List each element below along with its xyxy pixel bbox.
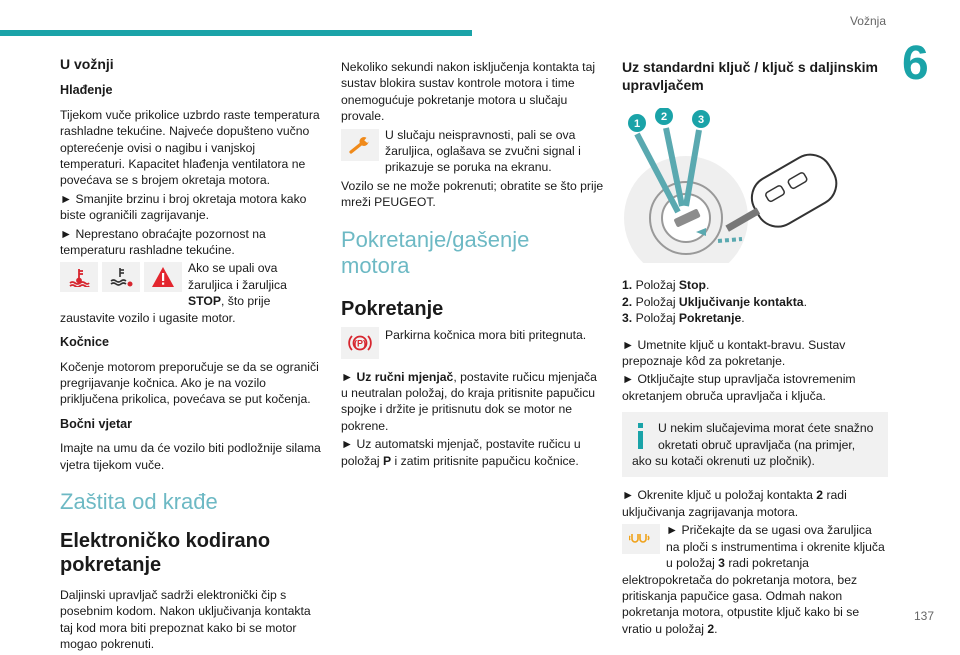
key-position-2: 2. Položaj Uključivanje kontakta.	[622, 294, 807, 309]
automatic-gearbox-text: ► Uz automatski mjenjač, postavite ručicu u položaj P i zatim pritisnite papučicu kočnice.	[341, 437, 581, 468]
immobiliser-text: Daljinski upravljač sadrži elektronički čip s posebnim kodom. Nakon uključivanja kontakta taj kod mora biti prepoznat kako bi se motor mogao pokrenuti.	[60, 587, 311, 652]
callout-1	[628, 114, 646, 132]
parking-brake-block	[341, 327, 606, 361]
parking-brake-text: Parkirna kočnica mora biti pritegnuta.	[385, 327, 587, 342]
immobiliser-text-2: Nekoliko sekundi nakon isključenja kontakta taj sustav blokira sustav kontrole motora i time onemogućuje pokretanje motora u slučaju provale.	[341, 60, 596, 124]
warning-icons	[60, 262, 182, 292]
column-1	[60, 56, 322, 655]
heading-theft-protection: Zaštita od krađe	[60, 488, 218, 514]
svg-text:1: 1	[633, 118, 641, 130]
cooling-text: Tijekom vuče prikolice uzbrdo raste temperatura rashladne tekućine. Najveće dopušteno vučno opterećenje ovisi o nagibu i vanjskoj temperaturi. Kapacitet hlađenja ventilatora ne povećava se s brojem okretaja motora.	[60, 107, 320, 188]
coolant-temperature-icon	[60, 262, 98, 292]
turn-key-text: ► Okrenite ključ u položaj kontakta 2 radi uključivanja zagrijavanja motora.	[622, 488, 847, 519]
section-label: Vožnja	[849, 14, 886, 28]
fault-text: U slučaju neispravnosti, pali se ova žaruljica, oglašava se zvučni signal i prikazuje se poruka na ekranu.	[385, 127, 581, 175]
fault-block	[341, 127, 606, 178]
warning-text-post: , što prije zaustavite vozilo i ugasite motor.	[60, 294, 271, 325]
column-3	[622, 58, 888, 637]
ignition-key-illustration	[622, 108, 884, 263]
svg-text:(P): (P)	[354, 338, 366, 349]
heading-cooling: Hlađenje	[60, 83, 113, 98]
key-position-3: 3. Položaj Pokretanje.	[622, 311, 745, 326]
header-accent-bar	[0, 30, 472, 36]
key-positions-list	[622, 277, 888, 326]
wrench-warning-icon	[341, 129, 379, 161]
chapter-number: 6	[902, 37, 929, 90]
manual-gearbox-text: ► Uz ručni mjenjač, postavite ručicu mjenjača u neutralan položaj, do kraja pritisnite papučicu spojke i držite je pritisnutu dok se motor ne pokrene.	[341, 369, 597, 433]
heading-immobiliser: Elektroničko kodirano pokretanje	[60, 529, 271, 576]
column-2	[341, 59, 606, 471]
info-icon	[632, 422, 650, 450]
parking-brake-icon	[341, 327, 379, 359]
glow-plug-icon	[622, 524, 660, 554]
info-box	[622, 412, 888, 477]
warning-stop: STOP	[188, 294, 221, 309]
heading-starting-stopping: Pokretanje/gašenje motora	[341, 226, 530, 278]
crosswind-text: Imajte na umu da će vozilo biti podložnije silama vjetra tijekom vuče.	[60, 441, 321, 472]
heading-standard-key: Uz standardni ključ / ključ s daljinskim upravljačem	[622, 59, 878, 93]
cooling-bullet-1: ► Smanjite brzinu i broj okretaja motora kako biste ograničili zagrijavanje.	[60, 191, 307, 223]
svg-text:2: 2	[660, 111, 668, 123]
preheat-block: ► Pričekajte da se ugasi ova žaruljica na ploči s instrumentima i okrenite ključa u položaj 3 radi pokretanja elektropokretača do pokretanja motora, bez pritiskanja papučice gasa. Odmah nakon pokretanja motora, otpustite ključ kako bi se vratio u položaj 2.	[622, 523, 885, 636]
svg-text:3: 3	[697, 114, 705, 126]
dealer-text: Vozilo se ne može pokrenuti; obratite se što prije mreži PEUGEOT.	[341, 178, 604, 210]
warning-triangle-icon	[144, 262, 182, 292]
callout-3	[692, 110, 710, 128]
heading-starting: Pokretanje	[341, 297, 444, 320]
page-number: 137	[913, 609, 934, 623]
coolant-level-icon	[102, 262, 140, 292]
info-text: U nekim slučajevima morat ćete snažno okretati obruč upravljača (na primjer, ako su kotači okrenuti uz pločnik).	[632, 421, 874, 469]
heading-crosswind: Bočni vjetar	[60, 416, 133, 431]
warning-block	[60, 260, 322, 326]
key-position-1: 1. Položaj Stop.	[622, 278, 710, 293]
heading-brakes: Kočnice	[60, 335, 109, 350]
cooling-bullet-2: ► Neprestano obraćajte pozornost na temperaturu rashladne tekućine.	[60, 226, 266, 258]
unlock-steering-text: ► Otključajte stup upravljača istovremenim okretanjem obruča upravljača i ključa.	[622, 372, 856, 403]
callout-2	[655, 108, 673, 125]
insert-key-text: ► Umetnite ključ u kontakt-bravu. Sustav prepoznaje kôd za pokretanje.	[622, 337, 846, 369]
warning-text-pre: Ako se upali ova žaruljica i žaruljica	[188, 261, 287, 292]
brakes-text: Kočenje motorom preporučuje se da se ograniči pregrijavanje kočnica. Ako je na vozilo priključena prikolica, povećava se put kočenja.	[60, 359, 319, 407]
heading-driving: U vožnji	[60, 56, 114, 72]
